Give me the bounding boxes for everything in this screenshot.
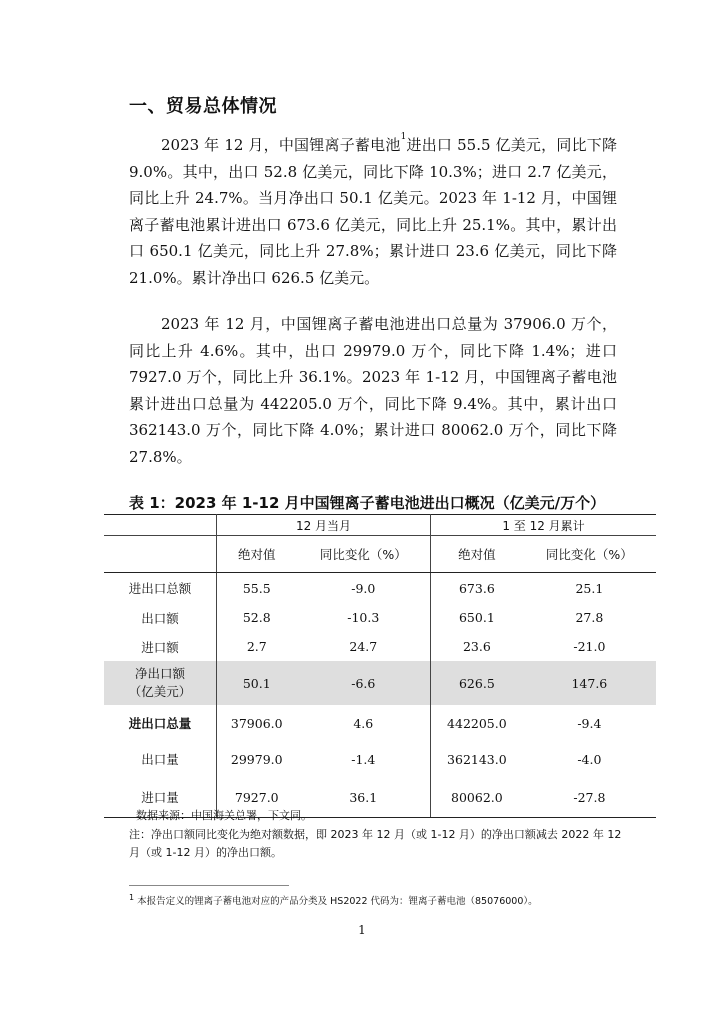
table-cell: 50.1 [217, 661, 297, 705]
table-cell: -10.3 [297, 603, 431, 632]
table-cell: 147.6 [523, 661, 656, 705]
sub-header-yoy-cumulative: 同比变化（%） [523, 536, 656, 573]
table-row [104, 573, 656, 604]
table-cell: 673.6 [458, 580, 495, 596]
row-label: 出口额 [104, 603, 217, 632]
table-row [104, 632, 656, 661]
row-label-line2: （亿美元） [128, 684, 192, 699]
table-cell: 29979.0 [230, 751, 283, 767]
para1-text-a: 2023 年 12 月，中国锂离子蓄电池 [161, 136, 401, 154]
table-cell: 80062.0 [431, 777, 523, 818]
table-cell: 442205.0 [447, 715, 507, 731]
table-cell: 2.7 [246, 639, 267, 654]
table-cell: 4.6 [297, 705, 431, 741]
table-cell: -4.0 [577, 751, 602, 767]
table-cell: 626.5 [431, 661, 523, 705]
row-label [104, 661, 217, 705]
table-cell: -9.0 [297, 573, 431, 604]
footnote-text: 本报告定义的锂离子蓄电池对应的产品分类及 HS2022 代码为：锂离子蓄电池（85076000）。 [137, 896, 538, 908]
paragraph-volume-summary: 2023 年 12 月，中国锂离子蓄电池进出口总量为 37906.0 万个，同比上升 4.6%。其中，出口 29979.0 万个，同比下降 1.4%；进口 7927.0 万个，同比上升 36.1%。2023 年 1-12 月，中国锂离子蓄电池累计进出口总量为 442205.0 万个，同比下降 9.4%。其中，累计出口 362143.0 万个，同比下降 4.0%；累计进口 80062.0 万个，同比下降 27.8%。 [129, 315, 617, 466]
table-row [104, 603, 656, 632]
table-cell: -1.4 [297, 741, 431, 777]
table-cell: 650.1 [458, 610, 495, 625]
table-cell: 52.8 [242, 610, 271, 625]
table-group-header-row [104, 515, 656, 536]
row-label: 进出口总量 [104, 705, 217, 741]
table-cell: 37906.0 [230, 715, 283, 731]
table-row [104, 741, 656, 777]
table-cell: 24.7 [297, 632, 431, 661]
footnote-divider [129, 885, 289, 886]
table-corner-cell-2 [104, 536, 217, 573]
footnote-mark: 1 [129, 893, 135, 902]
row-label: 进口量 [104, 777, 217, 818]
table-row [104, 705, 656, 741]
row-label: 出口量 [104, 741, 217, 777]
para1-text-b: 进出口 55.5 亿美元，同比下降 9.0%。其中，出口 52.8 亿美元，同比下降 10.3%；进口 2.7 亿美元，同比上升 24.7%。当月净出口 50.1 亿美元。2023 年 1-12 月，中国锂离子蓄电池累计进出口 673.6 亿美元，同比上升 25.1%。其中，累计出口 650.1 亿美元，同比上升 27.8%；累计进口 23.6 亿美元，同比下降 21.0%。累计净出口 626.5 亿美元。 [129, 136, 618, 287]
section-heading: 一、贸易总体情况 [129, 96, 277, 117]
trade-summary-table [104, 514, 656, 818]
table-cell: -9.4 [577, 715, 602, 731]
row-label: 进口额 [104, 632, 217, 661]
row-label-line1: 净出口额 [134, 666, 185, 681]
table-cell: 23.6 [462, 639, 491, 654]
table-cell: 25.1 [575, 580, 604, 596]
table-cell: -27.8 [523, 777, 656, 818]
table-cell: 362143.0 [447, 751, 507, 767]
row-label: 进出口总额 [104, 573, 217, 604]
table-sub-header-row [104, 536, 656, 573]
footnote-marker[interactable]: 1 [400, 132, 407, 142]
sub-header-abs-month: 绝对值 [217, 536, 297, 573]
table-title: 表 1：2023 年 1-12 月中国锂离子蓄电池进出口概况（亿美元/万个） [129, 494, 606, 512]
sub-header-yoy-month: 同比变化（%） [297, 536, 431, 573]
sub-header-abs-cumulative: 绝对值 [431, 536, 523, 573]
table-cell: -21.0 [573, 639, 606, 654]
table-cell: -6.6 [297, 661, 431, 705]
table-note: 注：净出口额同比变化为绝对额数据，即 2023 年 12 月（或 1-12 月）的净出口额减去 2022 年 12 月（或 1-12 月）的净出口额。 [129, 828, 622, 859]
group-header-cumulative: 1 至 12 月累计 [431, 515, 656, 536]
table-cell: 7927.0 [217, 777, 297, 818]
paragraph-value-summary [129, 132, 617, 291]
footnote [129, 893, 649, 907]
table-row-net-export [104, 661, 656, 705]
table-cell: 27.8 [575, 610, 604, 625]
table-cell: 55.5 [242, 580, 271, 596]
data-source-note: 数据来源：中国海关总署，下文同。 [136, 809, 312, 822]
page-number: 1 [358, 923, 366, 937]
table-corner-cell [104, 515, 217, 536]
group-header-month: 12 月当月 [217, 515, 431, 536]
table-cell: 36.1 [297, 777, 431, 818]
